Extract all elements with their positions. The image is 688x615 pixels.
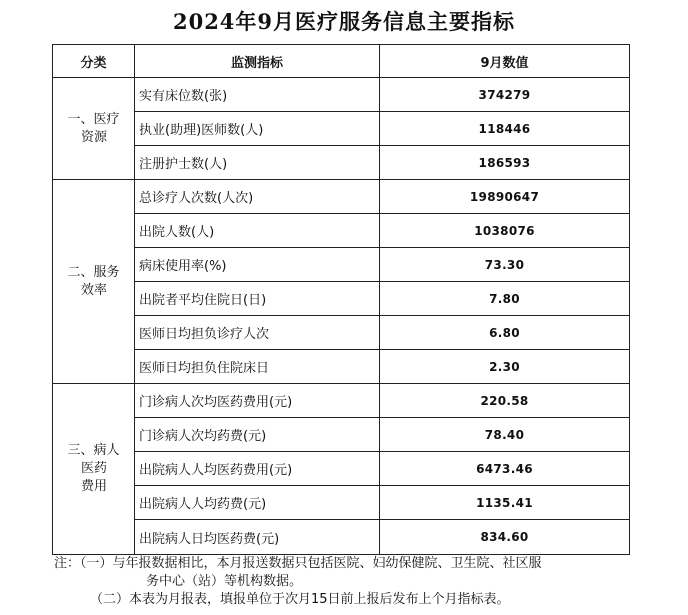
category-label-line2: 效率 xyxy=(81,282,108,298)
table-row xyxy=(53,248,630,282)
value-cell: 1135.41 xyxy=(380,486,630,520)
indicator-cell: 出院人数(人) xyxy=(135,214,380,248)
footnote-1-continuation: 务中心（站）等机构数据。 xyxy=(146,574,303,589)
table-row xyxy=(53,78,630,112)
page-title: 2024年9月医疗服务信息主要指标 xyxy=(172,9,516,34)
footnote-1-text: （一）与年报数据相比，本月报送数据只包括医院、妇幼保健院、卫生院、社区服 xyxy=(80,556,542,571)
indicator-cell: 出院者平均住院日(日) xyxy=(135,282,380,316)
category-patient-medical-costs xyxy=(53,384,135,555)
table-row xyxy=(53,350,630,384)
indicator-cell: 出院病人人均医药费用(元) xyxy=(135,452,380,486)
table-row xyxy=(53,520,630,555)
category-label-line3: 费用 xyxy=(81,479,108,494)
table-row xyxy=(53,418,630,452)
value-cell: 2.30 xyxy=(380,350,630,384)
table-row xyxy=(53,112,630,146)
table-row xyxy=(53,214,630,248)
table-row xyxy=(53,282,630,316)
category-label-line1: 二、服务 xyxy=(67,264,120,280)
table-row xyxy=(53,180,630,214)
header-value: 9月数值 xyxy=(380,45,630,78)
category-label-line2: 医药 xyxy=(81,461,108,476)
value-cell: 19890647 xyxy=(380,180,630,214)
table-row xyxy=(53,316,630,350)
indicator-cell: 门诊病人次均医药费用(元) xyxy=(135,384,380,418)
indicator-cell: 出院病人日均医药费(元) xyxy=(135,520,380,555)
indicator-cell: 病床使用率(%) xyxy=(135,248,380,282)
indicator-cell: 执业(助理)医师数(人) xyxy=(135,112,380,146)
indicator-cell: 医师日均担负诊疗人次 xyxy=(135,316,380,350)
footnotes xyxy=(54,555,654,609)
indicator-cell: 注册护士数(人) xyxy=(135,146,380,180)
category-medical-resources xyxy=(53,78,135,180)
category-label-line1: 三、病人 xyxy=(67,443,120,458)
value-cell: 78.40 xyxy=(380,418,630,452)
indicator-table xyxy=(52,44,630,555)
table-row xyxy=(53,384,630,418)
table-row xyxy=(53,146,630,180)
value-cell: 7.80 xyxy=(380,282,630,316)
indicator-cell: 门诊病人次均药费(元) xyxy=(135,418,380,452)
value-cell: 186593 xyxy=(380,146,630,180)
table-row xyxy=(53,452,630,486)
indicator-cell: 实有床位数(张) xyxy=(135,78,380,112)
indicator-cell: 总诊疗人次数(人次) xyxy=(135,180,380,214)
table-header-row xyxy=(53,45,630,78)
value-cell: 6473.46 xyxy=(380,452,630,486)
value-cell: 6.80 xyxy=(380,316,630,350)
category-label-line2: 资源 xyxy=(81,129,108,145)
indicator-cell: 医师日均担负住院床日 xyxy=(135,350,380,384)
value-cell: 73.30 xyxy=(380,248,630,282)
value-cell: 834.60 xyxy=(380,520,630,555)
table-row xyxy=(53,486,630,520)
footnote-2: （二）本表为月报表，填报单位于次月15日前上报后发布上个月指标表。 xyxy=(90,592,510,607)
category-service-efficiency xyxy=(53,180,135,384)
value-cell: 118446 xyxy=(380,112,630,146)
footnote-1 xyxy=(54,555,654,573)
value-cell: 1038076 xyxy=(380,214,630,248)
value-cell: 220.58 xyxy=(380,384,630,418)
header-indicator: 监测指标 xyxy=(135,45,380,78)
value-cell: 374279 xyxy=(380,78,630,112)
header-category: 分类 xyxy=(53,45,135,78)
category-label-line1: 一、医疗 xyxy=(67,111,120,127)
footnote-label: 注： xyxy=(54,556,81,571)
indicator-cell: 出院病人人均药费(元) xyxy=(135,486,380,520)
